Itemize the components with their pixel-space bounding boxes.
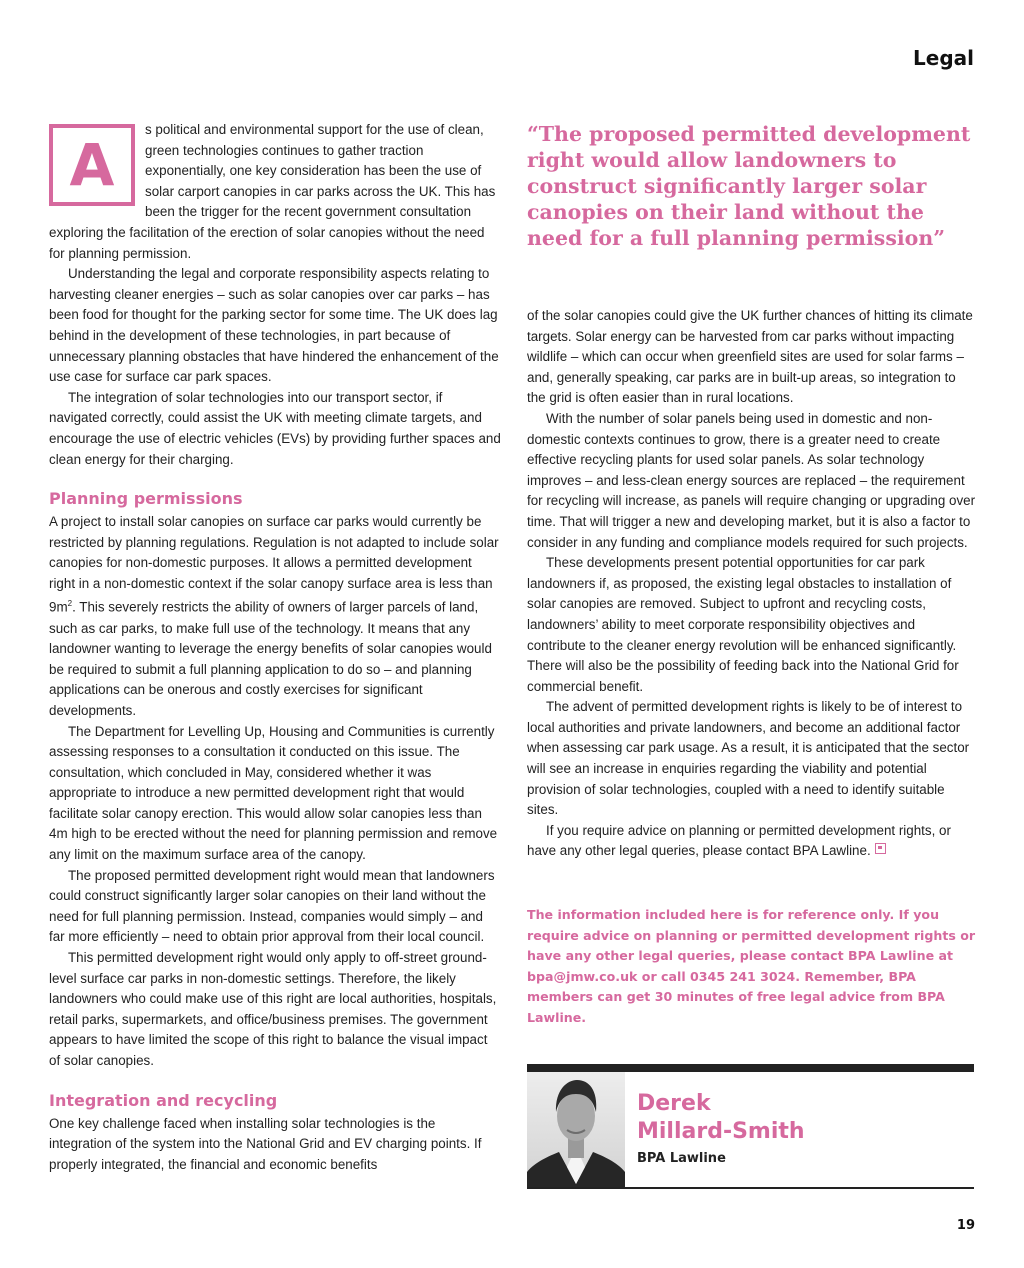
body-paragraph: This permitted development right would only apply to off-street ground-level surface car parks in non-domestic settings. Therefore, the likely landowners who could make use of this right are local authorities, hospitals, retail parks, supermarkets, and office/business premises. The government appears to have limited the scope of this right to balance the visual impact of solar canopies. <box>49 950 497 1068</box>
closing-paragraph <box>527 821 977 862</box>
body-paragraph: These developments present potential opportunities for car park landowners if, as proposed, the existing legal obstacles to installation of solar canopies are removed. Subject to upfront and recycling costs, landowners’ ability to meet corporate responsibility objectives and contribute to the cleaner energy revolution will be enhanced significantly. There will also be the possibility of feeding back into the National Grid for commercial benefit. <box>527 555 959 694</box>
author-bottom-rule <box>527 1187 974 1189</box>
disclaimer-text: The information included here is for reference only. If you require advice on planning or permitted development rights or have any other legal queries, please contact BPA Lawline at <box>527 907 976 964</box>
author-photo <box>527 1072 625 1188</box>
body-paragraph: One key challenge faced when installing solar technologies is the integration of the system into the National Grid and EV charging points. If properly integrated, the financial and economic benefits <box>49 1115 482 1172</box>
disclaimer-text: or call 0345 241 3024. Remember, BPA members can get 30 minutes of free legal advice from BPA Lawline. <box>527 968 945 1025</box>
portrait-icon <box>527 1072 625 1188</box>
author-organization: BPA Lawline <box>637 1151 726 1166</box>
superscript: 2 <box>67 599 73 609</box>
body-paragraph: The Department for Levelling Up, Housing and Communities is currently assessing responses to a consultation it conducted on this issue. The consultation, which concluded in May, considered whether it was appropriate to introduce a new permitted development right that would facilitate solar canopy erection. This would allow solar canopies less than 4m high to be erected without the need for planning permission and remove any limit on the maximum surface area of the canopy. <box>49 723 498 863</box>
end-of-article-icon <box>875 843 886 854</box>
body-paragraph: The proposed permitted development right would mean that landowners could construct significantly larger solar canopies on their land without the need for full planning permission. Instead, companies would simply – and far more efficiently – need to obtain prior approval from their local council. <box>49 867 495 945</box>
body-paragraph: Understanding the legal and corporate responsibility aspects relating to harvesting cleaner energies – such as solar canopies over car parks – has been food for thought for the parking sector for some time. The UK does lag behind in the development of these technologies, in part because of unnecessary planning obstacles that have hindered the enhancement of the use case for surface car park spaces. <box>49 266 499 385</box>
intro-paragraph: s political and environmental support for the use of clean, green technologies continues to gather traction exponentially, one key consideration has been the use of solar carport canopies in car parks across the UK. This has been the trigger for the recent government consultation exploring the facilitation of the erection of solar canopies without the need for planning permission. <box>49 122 496 261</box>
heading-planning-permissions: Planning permissions <box>49 489 243 509</box>
body-paragraph: of the solar canopies could give the UK further chances of hitting its climate targets. Solar energy can be harvested from car parks without impacting wildlife – which can occur when greenfield sites are used for solar farms – and, generally speaking, car parks are in built-up areas, so integration to the grid is often easier than in rural locations. <box>527 308 973 406</box>
disclaimer <box>527 905 977 1029</box>
section-label: Legal <box>913 46 974 70</box>
author-top-rule <box>527 1064 974 1072</box>
pull-quote: “The proposed permitted development right would allow landowners to construct significantly larger solar canopies on their land without the need for a full planning permission” <box>527 122 971 250</box>
body-paragraph <box>49 512 501 721</box>
author-name-line: Derek <box>637 1091 711 1116</box>
author-name <box>637 1090 967 1146</box>
body-paragraph: The integration of solar technologies into our transport sector, if navigated correctly, could assist the UK with meeting climate targets, and encourage the use of electric vehicles (EVs) by providing further spaces and clean energy for their charging. <box>49 389 501 467</box>
paragraph-text: A project to install solar canopies on surface car parks would currently be restricted by planning regulations. Regulation is not adapted to include solar canopies for non-domestic purposes. It allows a permitted development right in a non-domestic context if the solar canopy surface area is less than 9m <box>49 514 499 615</box>
page-number: 19 <box>956 1218 975 1233</box>
body-paragraph: With the number of solar panels being used in domestic and non-domestic contexts continues to grow, there is a greater need to create effective recycling plants for used solar panels. As solar technology improves – and less-clean energy sources are replaced – the requirement for recycling will increase, as panels will require changing or upgrading over time. That will trigger a new and developing market, but it is also a factor to consider in any funding and compliance models required for such projects. <box>527 410 976 550</box>
article-left-column <box>49 120 501 1175</box>
paragraph-text: If you require advice on planning or permitted development rights, or have any other legal queries, please contact BPA Lawline. <box>527 822 951 859</box>
drop-cap: A <box>49 124 135 206</box>
author-name-line: Millard-Smith <box>637 1119 805 1144</box>
body-paragraph: The advent of permitted development rights is likely to be of interest to local authorities and private landowners, and become an additional factor when assessing car park usage. As a result, it is anticipated that the sector will see an increase in enquiries regarding the viability and potential provision of solar technologies, coupled with a need to identify suitable sites. <box>527 699 970 818</box>
article-right-column <box>527 306 977 862</box>
heading-integration-recycling: Integration and recycling <box>49 1090 278 1110</box>
email-link[interactable]: bpa@jmw.co.uk <box>527 968 638 984</box>
paragraph-text: . This severely restricts the ability of owners of larger parcels of land, such as car parks, to make full use of the technology. It means that any landowner wanting to leverage the energy benefits of solar canopies would be required to submit a full planning application to do so – and planning applications can be onerous and costly exercises for significant developments. <box>49 599 492 718</box>
